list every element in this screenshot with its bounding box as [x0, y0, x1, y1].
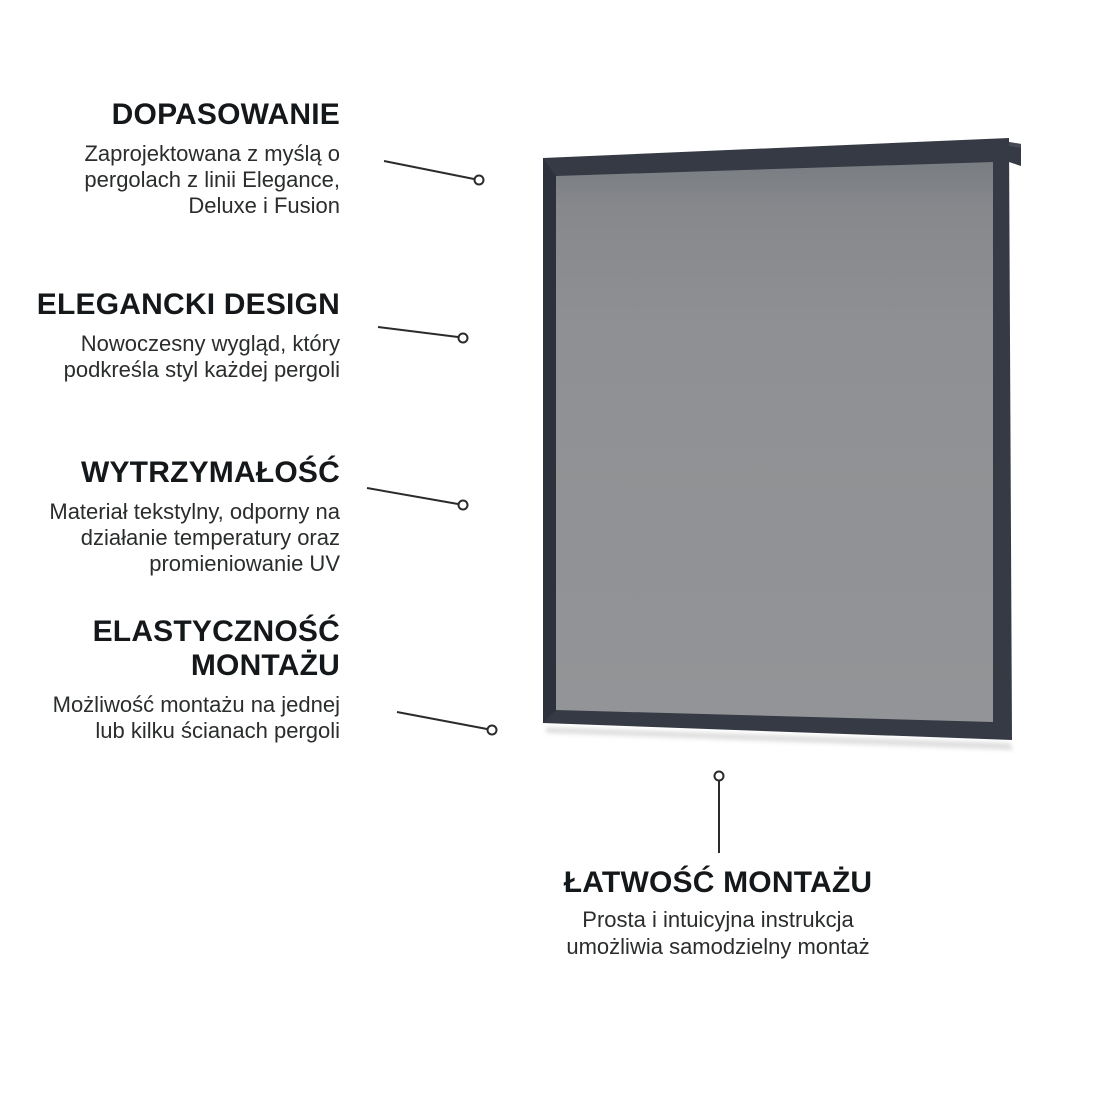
leader-dot-wytrzymalosc: [459, 501, 468, 510]
feature-description-line: działanie temperatury oraz: [80, 525, 340, 550]
leader-line-dopasowanie: [384, 161, 474, 179]
feature-description-line: Materiał tekstylny, odporny na: [49, 499, 340, 524]
leader-dot-dopasowanie: [475, 176, 484, 185]
leader-line-elastycznosc: [397, 712, 487, 729]
feature-description-line: Prosta i intuicyjna instrukcja: [582, 907, 854, 932]
feature-title: ELEGANCKI DESIGN: [36, 288, 340, 321]
feature-description: [418, 906, 1018, 960]
feature-description-line: promieniowanie UV: [149, 551, 340, 576]
feature-description-line: lub kilku ścianach pergoli: [95, 718, 340, 743]
feature-title: ELASTYCZNOŚĆ: [92, 615, 340, 648]
feature-description: [0, 141, 340, 219]
panel-fabric: [556, 162, 993, 722]
leader-dot-elegancki-design: [459, 334, 468, 343]
leader-dot-elastycznosc: [488, 726, 497, 735]
feature-description-line: pergolach z linii Elegance,: [84, 167, 340, 192]
feature-description-line: Zaprojektowana z myślą o: [84, 141, 340, 166]
feature-latwosc-montazu: [418, 866, 1018, 960]
feature-description: [0, 692, 340, 744]
feature-title: ŁATWOŚĆ MONTAŻU: [563, 866, 873, 899]
feature-elastycznosc-montazu: [0, 615, 340, 744]
feature-description-line: podkreśla styl każdej pergoli: [63, 357, 340, 382]
feature-description-line: umożliwia samodzielny montaż: [566, 934, 870, 959]
feature-title: DOPASOWANIE: [111, 98, 340, 131]
feature-description: [0, 331, 340, 383]
feature-description-line: Nowoczesny wygląd, który: [80, 331, 340, 356]
feature-title: MONTAŻU: [190, 649, 340, 682]
feature-description-line: Możliwość montażu na jednej: [52, 692, 340, 717]
feature-description-line: Deluxe i Fusion: [188, 193, 340, 218]
feature-description: [0, 499, 340, 577]
feature-wytrzymalosc: [0, 456, 340, 577]
feature-title: WYTRZYMAŁOŚĆ: [80, 456, 340, 489]
leader-dot-latwosc-montazu: [715, 772, 724, 781]
feature-dopasowanie: [0, 98, 340, 219]
leader-line-elegancki-design: [378, 327, 458, 337]
leader-line-wytrzymalosc: [367, 488, 458, 504]
panel-frame-left-face: [543, 158, 556, 723]
feature-elegancki-design: [0, 288, 340, 383]
